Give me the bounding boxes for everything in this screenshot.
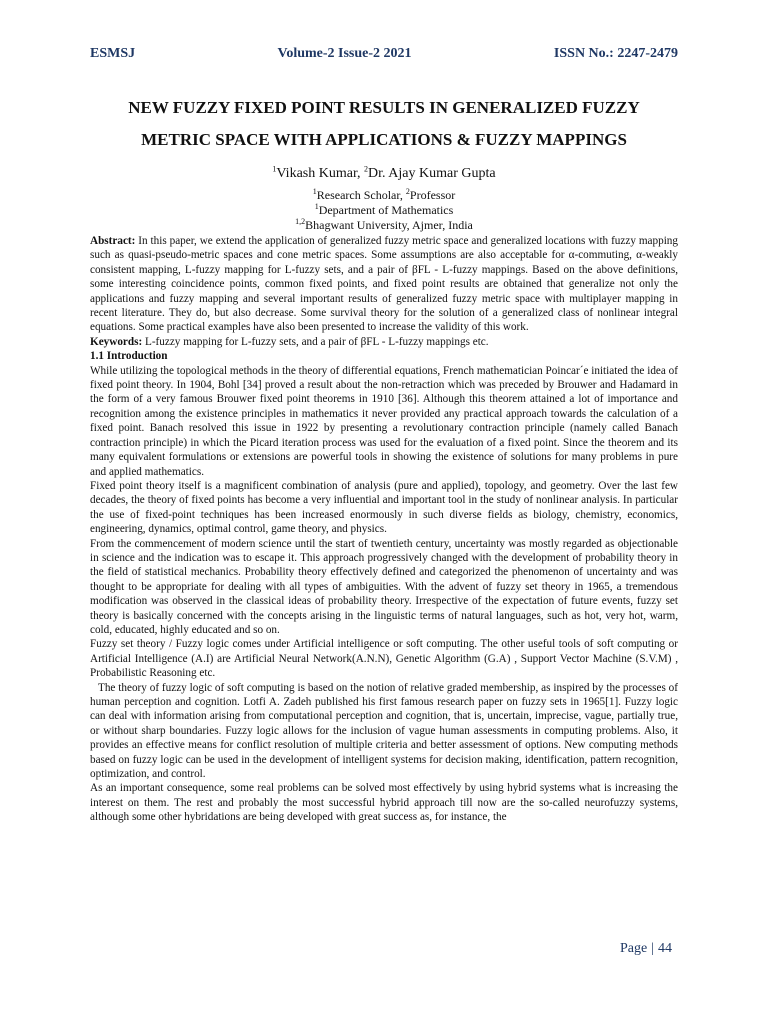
affiliation-department bbox=[0, 203, 768, 218]
author-1: Vikash Kumar, bbox=[276, 166, 365, 181]
issn: ISSN No.: 2247-2479 bbox=[553, 46, 678, 61]
volume-issue: Volume-2 Issue-2 2021 bbox=[277, 46, 412, 61]
keywords bbox=[90, 335, 678, 349]
paper-title bbox=[60, 92, 708, 156]
author-line bbox=[0, 166, 768, 182]
affiliation-roles bbox=[0, 188, 768, 203]
abstract-label: Abstract: bbox=[90, 235, 136, 247]
article-body bbox=[90, 234, 678, 825]
university: Bhagwant University, Ajmer, India bbox=[305, 218, 473, 232]
page-label: Page bbox=[619, 941, 648, 956]
author-2-sup: 2 bbox=[364, 164, 369, 174]
paragraph: As an important consequence, some real problems can be solved most effectively by using hybrid systems what is increasing the interest on them. The rest and probably the most successful hybrid approach till now are the so-called neurofuzzy systems, although some other hybridations are being developed with great success as, for instance, the bbox=[90, 782, 678, 824]
paragraph: From the commencement of modern science until the start of twentieth century, uncertainty was mostly regarded as objectionable in science and the indication was to escape it. This approach progressively changed with the development of probability theory in the field of statistical mechanics. Probability theory effectively defined and categorized the phenomenon of uncertainty and was thought to be appropriate for dealing with all types of ambiguities. With the advent of fuzzy set theory in 1965, a tremendous modification was observed in the classical ideas of probability theory. Irrespective of the expectation of future events, fuzzy set theory is basically concerned with the concepts arising in the linguistic terms of natural languages, such as hot, very hot, warm, cold, educated, highly educated and so on. bbox=[90, 537, 678, 636]
section-heading: 1.1 Introduction bbox=[90, 350, 168, 363]
department-sup: 1 bbox=[314, 202, 319, 211]
role-2-sup: 2 bbox=[405, 187, 410, 196]
university-sup: 1,2 bbox=[295, 217, 306, 226]
title-line-1: NEW FUZZY FIXED POINT RESULTS IN GENERALIZED FUZZY bbox=[128, 98, 640, 117]
running-header bbox=[90, 46, 678, 62]
role-2: Professor bbox=[409, 188, 456, 202]
journal-name: ESMSJ bbox=[90, 46, 136, 61]
keywords-label: Keywords: bbox=[90, 335, 143, 348]
department: Department of Mathematics bbox=[318, 203, 454, 217]
page-number: 44 bbox=[658, 941, 672, 956]
keywords-text: L-fuzzy mapping for L-fuzzy sets, and a pair of βFL - L-fuzzy mappings etc. bbox=[142, 335, 489, 348]
paragraph: Fuzzy set theory / Fuzzy logic comes under Artificial intelligence or soft computing. The other useful tools of soft computing or Artificial Intelligence (A.I) are Artificial Neural Network(A.N.N), Genetic Algorithm (G.A) , Support Vector Machine (S.V.M) , Probabilistic Reasoning etc. bbox=[90, 638, 678, 680]
role-1: Research Scholar, bbox=[316, 188, 406, 202]
abstract bbox=[90, 234, 678, 335]
affiliations bbox=[0, 188, 768, 233]
paragraph: The theory of fuzzy logic of soft computing is based on the notion of relative graded membership, as inspired by the processes of human perception and cognition. Lotfi A. Zadeh published his first famous research paper on fuzzy sets in 1965[1]. Fuzzy logic can deal with information arising from computational perception and cognition, that is, uncertain, imprecise, vague, partially true, or without sharp boundaries. Fuzzy logic allows for the inclusion of vague human assessments in computing problems. Also, it provides an effective means for conflict resolution of multiple criteria and better assessment of options. New computing methods based on fuzzy logic can be used in the development of intelligent systems for decision making, identification, pattern recognition, optimization, and control. bbox=[90, 681, 678, 781]
paragraph: While utilizing the topological methods in the theory of differential equations, French mathematician Poincar´e initiated the idea of fixed point theory. In 1904, Bohl [34] proved a result about the non-retraction which was preceded by Brouwer and Hadamard in the form of a very famous Brouwer fixed point theorems in 1910 [36]. Although this theorem attained a lot of importance and recognition among the existence principles in mathematics it never provided any practical approach towards the calculation of a fixed point. Banach resolved this issue in 1922 by presenting a revolutionary contraction principle (namely called Banach contraction principle) in which the Picard iteration process was used for the evaluation of a fixed point. Since the theorem and its many equivalent formulations or extensions are powerful tools in showing the existence of solutions for many problems in pure and applied mathematics. bbox=[90, 364, 678, 478]
affiliation-university bbox=[0, 218, 768, 233]
author-1-sup: 1 bbox=[272, 164, 277, 174]
page-separator: | bbox=[651, 941, 654, 956]
page-footer bbox=[620, 941, 672, 957]
title-line-2: METRIC SPACE WITH APPLICATIONS & FUZZY MAPPINGS bbox=[141, 130, 627, 149]
author-2: Dr. Ajay Kumar Gupta bbox=[368, 166, 496, 181]
abstract-text: In this paper, we extend the application of generalized fuzzy metric space and generalized locations with fuzzy mapping such as quasi-pseudo-metric spaces and cone metric spaces. Some assumptions are also acceptable for α-commuting, α-weakly consistent mapping, L-fuzzy mapping for L-fuzzy sets, and a pair of βFL - L-fuzzy mappings. Based on the above definitions, some interesting coincidence points, common fixed points, and fixed point results are obtained that generalize not only the applications and fuzzy mapping and several important results of generalized fuzzy metric space with multiplayer mapping in recent literature. They do, but also decrease. Some survival theory for the solution of a generalized class of nonlinear integral equations. Some practical examples have also been presented to increase the validity of this work. bbox=[90, 235, 678, 334]
paragraph: Fixed point theory itself is a magnificent combination of analysis (pure and applied), topology, and geometry. Over the last few decades, the theory of fixed points has become a very influential and important tool in the study of nonlinear analysis. In particular the use of fixed-point techniques has been increased enormously in such diverse fields as biology, chemistry, economics, engineering, dynamics, optimal control, game theory, and physics. bbox=[90, 479, 678, 536]
role-1-sup: 1 bbox=[312, 187, 317, 196]
